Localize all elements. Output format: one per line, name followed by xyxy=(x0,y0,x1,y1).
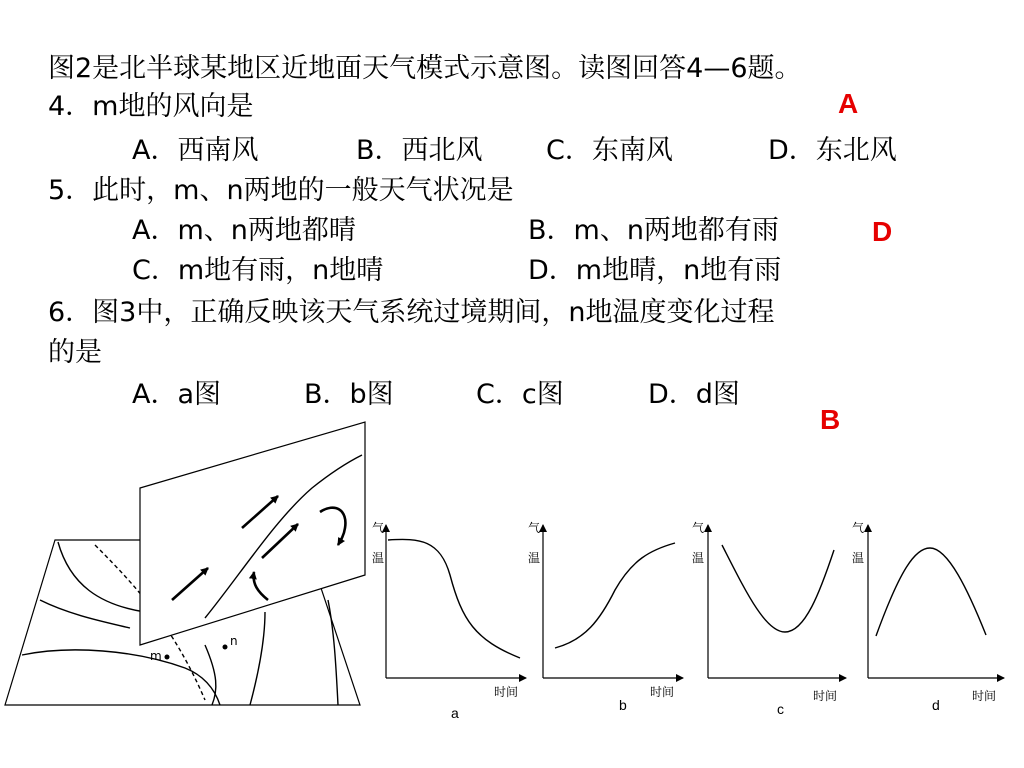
q5-stem: 5．此时，m、n两地的一般天气状况是 xyxy=(48,175,514,206)
q4-option-b: B．西北风 xyxy=(356,135,483,166)
graph-d xyxy=(852,520,1004,713)
graph-d-ylabel-2: 温 xyxy=(852,551,865,565)
graph-c-label: c xyxy=(777,701,784,717)
graph-b-xlabel: 时间 xyxy=(650,685,675,699)
graph-d-curve xyxy=(876,548,986,636)
graph-b-ylabel-2: 温 xyxy=(528,551,541,565)
q5-option-c: C．m地有雨，n地晴 xyxy=(132,255,384,286)
q6-stem-line1: 6．图3中，正确反映该天气系统过境期间，n地温度变化过程 xyxy=(48,297,775,328)
weather-map xyxy=(5,422,365,705)
q5-option-a: A．m、n两地都晴 xyxy=(132,215,356,246)
graph-c xyxy=(692,520,846,717)
graph-d-label: d xyxy=(932,697,940,713)
q4-option-d: D．东北风 xyxy=(768,135,897,166)
graph-a-curve xyxy=(388,539,520,658)
graph-b xyxy=(528,520,683,713)
graph-c-curve xyxy=(722,545,834,632)
q5-option-d: D．m地晴，n地有雨 xyxy=(528,255,782,286)
graph-a-ylabel-1: 气 xyxy=(372,521,385,535)
q4-answer: A xyxy=(838,88,859,119)
q6-option-a: A．a图 xyxy=(132,379,222,410)
graph-b-curve xyxy=(555,543,675,648)
graph-b-ylabel-1: 气 xyxy=(528,521,541,535)
q6-option-c: C．c图 xyxy=(476,379,564,410)
q4-option-c: C．东南风 xyxy=(546,135,673,166)
point-n-label: n xyxy=(230,634,238,648)
graph-d-xlabel: 时间 xyxy=(972,689,997,703)
q6-option-d: D．d图 xyxy=(648,379,740,410)
q5-option-b: B．m、n两地都有雨 xyxy=(528,215,779,246)
q4-stem: 4．m地的风向是 xyxy=(48,91,254,122)
point-m-label: m xyxy=(150,649,162,663)
graph-a-xlabel: 时间 xyxy=(494,685,519,699)
graph-c-ylabel-1: 气 xyxy=(692,521,705,535)
graph-a-ylabel-2: 温 xyxy=(372,551,385,565)
graph-b-label: b xyxy=(619,697,627,713)
q4-option-a: A．西南风 xyxy=(132,135,259,166)
intro-text: 图2是北半球某地区近地面天气模式示意图。读图回答4—6题。 xyxy=(48,53,802,84)
point-m-dot xyxy=(165,655,170,660)
graph-a xyxy=(372,520,526,721)
q5-answer: D xyxy=(872,216,893,247)
q6-option-b: B．b图 xyxy=(304,379,394,410)
graph-c-ylabel-2: 温 xyxy=(692,551,705,565)
graph-c-xlabel: 时间 xyxy=(813,689,838,703)
graph-d-ylabel-1: 气 xyxy=(852,521,865,535)
graph-a-label: a xyxy=(451,705,459,721)
q6-stem-line2: 的是 xyxy=(48,337,102,368)
q6-answer: B xyxy=(820,404,841,435)
point-n-dot xyxy=(223,645,228,650)
